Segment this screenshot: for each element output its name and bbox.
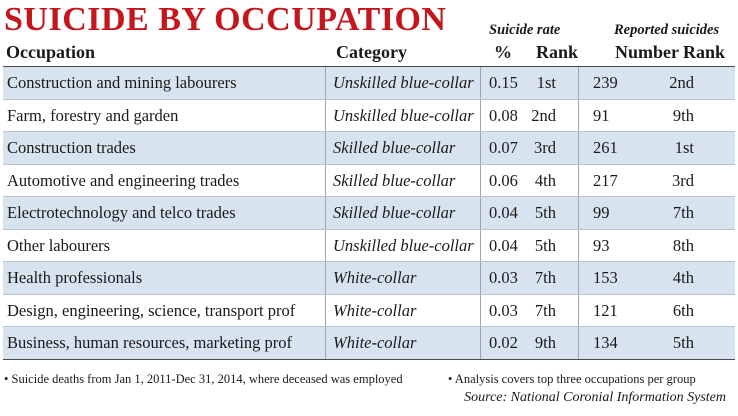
- percent-cell: 0.06: [480, 165, 528, 197]
- percent-cell: 0.07: [480, 132, 528, 164]
- occupation-cell: Construction trades: [7, 138, 136, 158]
- number-header: Number: [615, 42, 679, 62]
- table-row: [3, 165, 735, 198]
- occupation-cell: Farm, forestry and garden: [7, 105, 179, 125]
- number-cell: 91: [578, 100, 642, 132]
- percent-header: %: [494, 42, 512, 62]
- rate-rank-cell: 5th: [534, 235, 556, 255]
- category-cell: Unskilled blue-collar: [325, 230, 480, 262]
- page-title: SUICIDE BY OCCUPATION: [4, 1, 447, 38]
- occupation-cell: Business, human resources, marketing prof: [7, 333, 293, 353]
- reported-rank-cell: 1st: [674, 138, 694, 157]
- percent-cell: 0.03: [480, 295, 528, 327]
- percent-cell: 0.04: [480, 197, 528, 229]
- reported-rank-cell: 4th: [672, 268, 694, 287]
- table-row: [3, 262, 735, 295]
- rate-rank-cell: 5th: [534, 203, 556, 222]
- suicide-rate-group-label: Suicide rate: [489, 22, 561, 38]
- occupation-table: [3, 66, 735, 360]
- reported-rank-cell: 9th: [672, 105, 694, 125]
- rate-rank-cell: 4th: [534, 170, 556, 190]
- footnote-analysis: • Analysis covers top three occupations per group: [448, 372, 696, 386]
- category-header: Category: [336, 42, 407, 62]
- reported-rank-cell: 7th: [672, 203, 694, 222]
- occupation-cell: Construction and mining labourers: [7, 73, 237, 93]
- occupation-cell: Health professionals: [7, 268, 143, 288]
- category-cell: Skilled blue-collar: [325, 165, 480, 197]
- category-cell: White-collar: [325, 295, 480, 327]
- percent-cell: 0.04: [480, 230, 528, 262]
- source-credit: Source: National Coronial Information System: [464, 390, 726, 405]
- occupation-cell: Automotive and engineering trades: [7, 170, 240, 190]
- reported-rank-cell: 5th: [672, 333, 694, 352]
- table-row: [3, 327, 735, 360]
- rate-rank-cell: 3rd: [534, 138, 556, 157]
- number-cell: 261: [578, 132, 642, 164]
- percent-cell: 0.15: [480, 67, 528, 99]
- table-row: [3, 230, 735, 263]
- table-row: [3, 100, 735, 133]
- percent-cell: 0.08: [480, 100, 528, 132]
- number-cell: 121: [578, 295, 642, 327]
- rate-rank-cell: 9th: [534, 333, 556, 352]
- category-cell: White-collar: [325, 327, 480, 359]
- occupation-cell: Design, engineering, science, transport prof: [7, 300, 296, 320]
- reported-rank-header: Rank: [683, 42, 726, 62]
- rate-rank-cell: 1st: [536, 73, 556, 92]
- occupation-cell: Electrotechnology and telco trades: [7, 203, 236, 223]
- category-cell: Unskilled blue-collar: [325, 100, 480, 132]
- percent-cell: 0.02: [480, 327, 528, 359]
- category-cell: White-collar: [325, 262, 480, 294]
- category-cell: Skilled blue-collar: [325, 197, 480, 229]
- table-row: [3, 132, 735, 165]
- reported-rank-cell: 6th: [672, 300, 694, 320]
- table-row: [3, 197, 735, 230]
- number-cell: 93: [578, 230, 642, 262]
- rate-rank-header: Rank: [536, 42, 579, 62]
- number-cell: 134: [578, 327, 642, 359]
- footnote-employment: • Suicide deaths from Jan 1, 2011-Dec 31, 2014, where deceased was employed: [4, 372, 403, 386]
- number-cell: 217: [578, 165, 642, 197]
- number-cell: 239: [578, 67, 642, 99]
- category-cell: Skilled blue-collar: [325, 132, 480, 164]
- rate-rank-cell: 7th: [534, 268, 556, 287]
- table-row: [3, 67, 735, 100]
- number-cell: 99: [578, 197, 642, 229]
- category-cell: Unskilled blue-collar: [325, 67, 480, 99]
- occupation-cell: Other labourers: [7, 235, 111, 255]
- occupation-header: Occupation: [6, 42, 96, 62]
- table-row: [3, 295, 735, 328]
- rate-rank-cell: 2nd: [531, 105, 556, 125]
- reported-rank-cell: 8th: [672, 235, 694, 255]
- reported-rank-cell: 3rd: [672, 170, 694, 190]
- number-cell: 153: [578, 262, 642, 294]
- reported-suicides-group-label: Reported suicides: [614, 22, 720, 38]
- rate-rank-cell: 7th: [534, 300, 556, 320]
- reported-rank-cell: 2nd: [669, 73, 694, 92]
- percent-cell: 0.03: [480, 262, 528, 294]
